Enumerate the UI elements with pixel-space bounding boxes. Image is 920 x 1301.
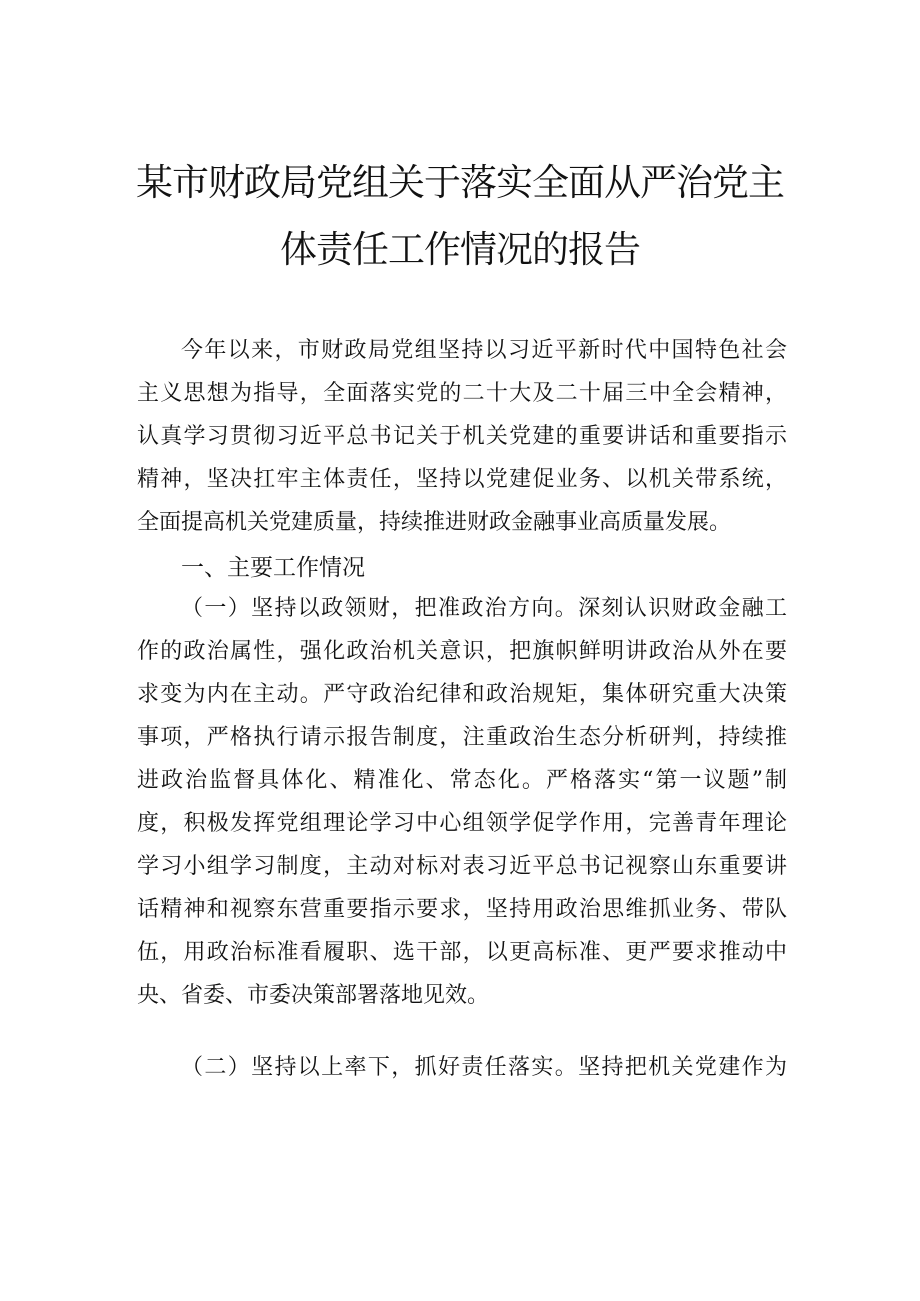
paragraph-line: 事项，严格执行请示报告制度，注重政治生态分析研判，持续推 [137,725,787,750]
paragraph-line: 话精神和视察东营重要指示要求，坚持用政治思维抓业务、带队 [137,897,787,922]
paragraph-line: （二）坚持以上率下，抓好责任落实。坚持把机关党建作为 [181,1055,787,1080]
paragraph-line: 作的政治属性，强化政治机关意识，把旗帜鲜明讲政治从外在要 [137,639,787,664]
document-title-line-2: 体责任工作情况的报告 [280,228,640,271]
paragraph-line: 精神，坚决扛牢主体责任，坚持以党建促业务、以机关带系统， [137,467,787,492]
paragraph-line: 主义思想为指导，全面落实党的二十大及二十届三中全会精神， [137,381,787,406]
paragraph-line: 学习小组学习制度，主动对标对表习近平总书记视察山东重要讲 [137,854,787,879]
paragraph-line: 全面提高机关党建质量，持续推进财政金融事业高质量发展。 [137,510,732,535]
paragraph-line: 伍，用政治标准看履职、选干部，以更高标准、更严要求推动中 [137,940,787,965]
section-heading: 一、主要工作情况 [181,555,365,581]
paragraph-line: 今年以来，市财政局党组坚持以习近平新时代中国特色社会 [181,338,787,363]
document-title-line-1: 某市财政局党组关于落实全面从严治党主 [136,161,784,204]
paragraph-line: 进政治监督具体化、精准化、常态化。严格落实“第一议题”制 [137,768,787,793]
paragraph-line: 求变为内在主动。严守政治纪律和政治规矩，集体研究重大决策 [137,682,787,707]
paragraph-line: 度，积极发挥党组理论学习中心组领学促学作用，完善青年理论 [137,811,787,836]
paragraph-line: 认真学习贯彻习近平总书记关于机关党建的重要讲话和重要指示 [137,424,787,449]
paragraph-line: 央、省委、市委决策部署落地见效。 [137,983,490,1008]
paragraph-line: （一）坚持以政领财，把准政治方向。深刻认识财政金融工 [181,596,787,621]
